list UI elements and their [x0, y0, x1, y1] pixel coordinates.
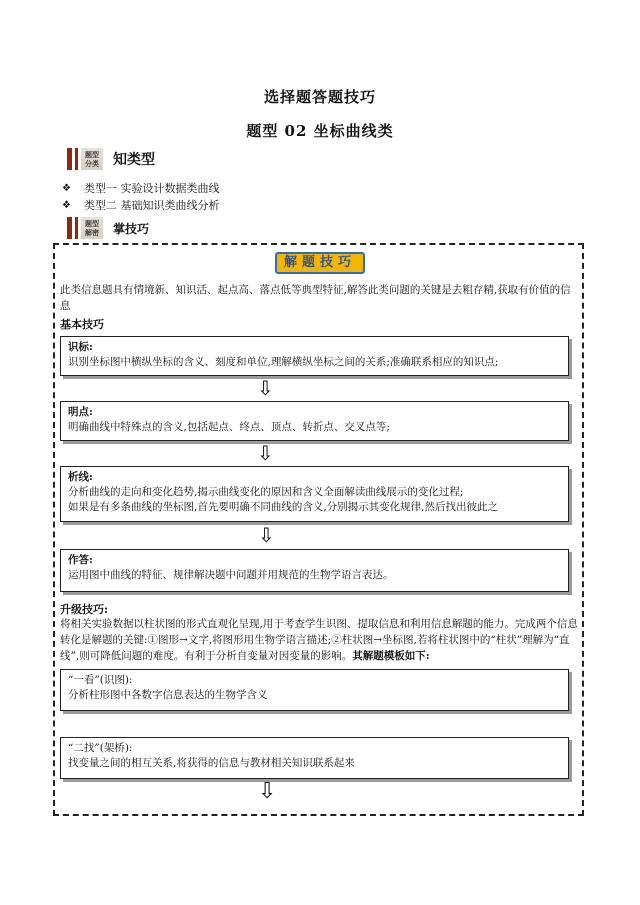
step-box-key-points: 明点: 明确曲线中特殊点的含义,包括起点、终点、顶点、转折点、交叉点等;: [60, 401, 569, 441]
step-box-identify-axes: 识标: 识别坐标图中横纵坐标的含义、刻度和单位,理解横纵坐标之间的关系;准确联系相应的知识点;: [60, 336, 569, 376]
skills-panel: [53, 243, 584, 816]
down-arrow-icon: ⇩: [258, 523, 275, 547]
type-list: [62, 180, 220, 214]
step-box-analyze-curves: 析线: 分析曲线的走向和变化趋势,揭示曲线变化的原因和含义全面解读曲线展示的变化过程; 如果是有多条曲线的坐标图,首先要明确不同曲线的含义,分别揭示其变化规律,然后找出彼此之: [60, 466, 569, 522]
down-arrow-icon: ⇩: [257, 441, 274, 465]
intro-paragraph: 此类信息题具有情境新、知识活、起点高、落点低等典型特征,解答此类问题的关键是去粗存精,获取有价值的信息: [60, 284, 571, 312]
list-item: ❖ 类型二 基础知识类曲线分析: [62, 199, 220, 212]
upgrade-paragraph: 将相关实验数据以柱状图的形式直观化呈现,用于考查学生识图、提取信息和利用信息解题的能力。完成两个信息转化是解题的关键:①图形→文字,将图形用生物学语言描述;②柱状图→坐标图,若将柱状图中的“柱状”理解为“直线”,则可降低问题的难度。有利于分析自变量对因变量的影响。其解题模板如下:: [60, 618, 578, 662]
section-bar-icon: [75, 148, 78, 170]
down-arrow-icon: ⇩: [258, 779, 277, 804]
section-badge: 题型 解密: [81, 217, 103, 239]
document-subtitle: 题型 02 坐标曲线类: [246, 122, 394, 140]
skills-banner: 解题技巧: [275, 252, 365, 274]
basic-heading: 基本技巧: [60, 318, 104, 331]
diamond-bullet-icon: ❖: [62, 183, 71, 194]
section-header-types: [67, 148, 155, 170]
step-box-answer: 作答: 运用图中曲线的特征、规律解决题中问题并用规范的生物学语言表达。: [60, 549, 569, 592]
diamond-bullet-icon: ❖: [62, 200, 71, 211]
section-bar-icon: [67, 217, 72, 239]
section-label: 知类型: [113, 152, 155, 168]
section-label: 掌技巧: [113, 221, 150, 236]
down-arrow-icon: ⇩: [257, 376, 274, 400]
template-step-look: “一看”(识图): 分析柱形图中各数字信息表达的生物学含义: [60, 669, 569, 711]
document-title: 选择题答题技巧: [263, 88, 376, 106]
upgrade-heading: 升级技巧:: [60, 603, 109, 616]
section-header-skills: [67, 217, 149, 239]
section-badge: 题型 分类: [81, 148, 103, 170]
template-step-find: “二找”(架桥): 找变量之间的相互关系,将获得的信息与教材相关知识联系起来: [60, 737, 569, 779]
list-item: ❖ 类型一 实验设计数据类曲线: [62, 182, 220, 195]
section-bar-icon: [75, 217, 78, 239]
section-bar-icon: [67, 148, 72, 170]
